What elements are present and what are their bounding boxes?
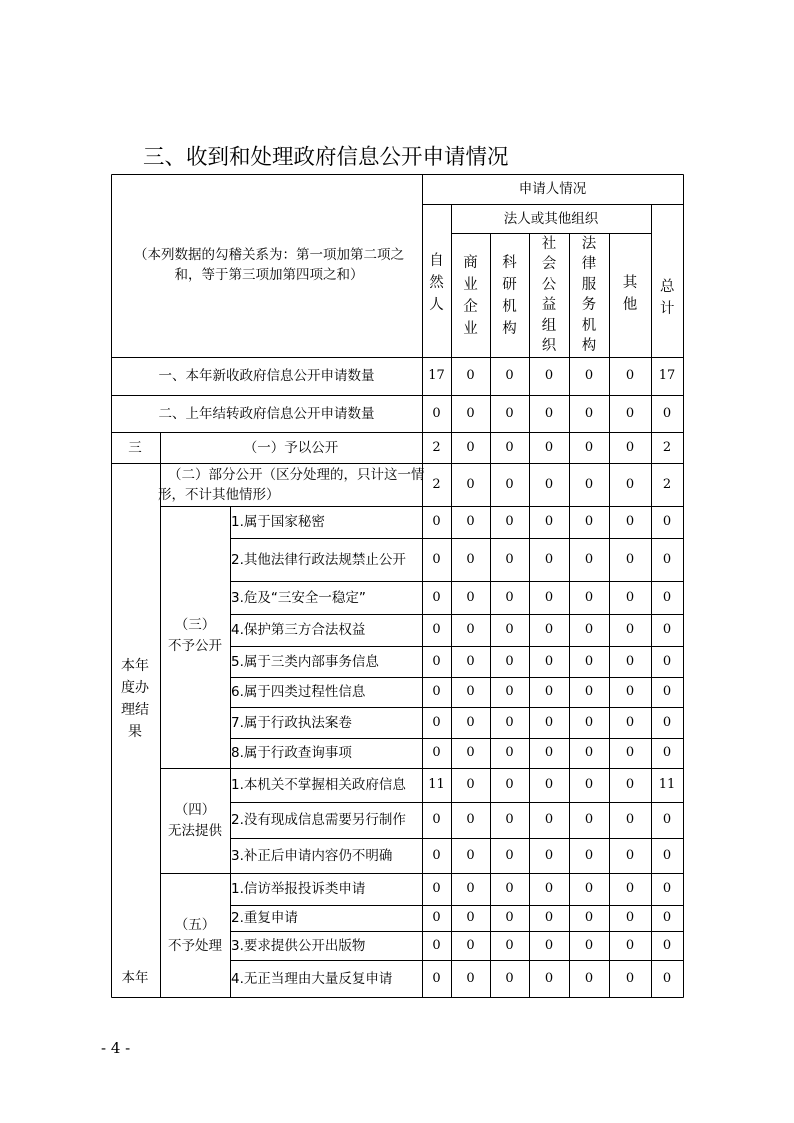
value-cell: 0 xyxy=(544,910,554,925)
value-cell: 0 xyxy=(584,684,594,699)
value-cell: 0 xyxy=(432,514,441,529)
value-cell: 0 xyxy=(584,514,594,529)
value-cell: 0 xyxy=(432,970,441,986)
header-natural-person: 自 然 人 xyxy=(429,253,444,313)
value-cell: 0 xyxy=(662,589,672,605)
value-cell: 0 xyxy=(625,476,635,492)
value-cell: 0 xyxy=(505,439,514,455)
row-label: 2.其他法律行政法规禁止公开 xyxy=(231,551,406,568)
value-cell: 0 xyxy=(625,777,635,792)
header-other: 其 他 xyxy=(622,275,638,313)
value-cell: 0 xyxy=(505,551,514,567)
row-label: 3.要求提供公开出版物 xyxy=(231,937,366,954)
value-cell: 0 xyxy=(625,714,635,730)
value-cell: 0 xyxy=(544,405,554,421)
value-cell: 2 xyxy=(432,439,441,455)
value-cell: 0 xyxy=(625,653,635,669)
value-cell: 0 xyxy=(432,653,441,669)
value-cell: 0 xyxy=(544,622,554,637)
value-cell: 0 xyxy=(432,847,441,863)
value-cell: 0 xyxy=(544,514,554,529)
value-cell: 0 xyxy=(584,970,594,986)
value-cell: 0 xyxy=(584,439,594,455)
value-cell: 0 xyxy=(584,476,594,492)
header-legal-service: 法 律 服 务 机 构 xyxy=(581,235,597,354)
value-cell: 0 xyxy=(505,476,514,492)
value-cell: 0 xyxy=(544,653,554,669)
value-cell: 0 xyxy=(544,812,554,827)
value-cell: 0 xyxy=(625,812,635,827)
value-cell: 0 xyxy=(544,476,554,492)
value-cell: 0 xyxy=(662,847,672,863)
row-label: 一、本年新收政府信息公开申请数量 xyxy=(158,368,375,384)
value-cell: 0 xyxy=(662,714,672,730)
row-label: 3.危及“三安全一稳定” xyxy=(231,589,366,606)
header-note: （本列数据的勾稽关系为：第一项加第二项之和，等于第三项加第四项之和） xyxy=(134,247,404,283)
value-cell: 0 xyxy=(662,653,672,669)
label-not-handle: （五） 不予处理 xyxy=(168,917,222,954)
value-cell: 0 xyxy=(625,910,635,925)
value-cell: 0 xyxy=(625,970,635,986)
value-cell: 0 xyxy=(584,847,594,863)
value-cell: 0 xyxy=(466,745,475,760)
value-cell: 0 xyxy=(625,405,635,421)
value-cell: 0 xyxy=(584,653,594,669)
row-label-line: 形，不计其他情形） xyxy=(158,486,280,503)
value-cell: 0 xyxy=(466,812,475,827)
value-cell: 0 xyxy=(466,847,475,863)
value-cell: 0 xyxy=(584,937,594,953)
value-cell: 0 xyxy=(432,714,441,730)
value-cell: 0 xyxy=(625,881,635,896)
value-cell: 0 xyxy=(505,847,514,863)
label-section-three: 三 xyxy=(128,439,142,456)
value-cell: 0 xyxy=(662,622,672,637)
value-cell: 0 xyxy=(466,937,475,953)
label-annual-result: 本年 度办 理结 果 xyxy=(121,658,149,740)
header-total: 总 计 xyxy=(660,279,675,317)
value-cell: 0 xyxy=(544,714,554,730)
row-label: 1.信访举报投诉类申请 xyxy=(231,881,366,897)
value-cell: 0 xyxy=(466,589,475,605)
header-applicant: 申请人情况 xyxy=(518,181,587,197)
value-cell: 0 xyxy=(432,405,441,421)
row-label: 2.没有现成信息需要另行制作 xyxy=(231,812,406,828)
row-label: 4.保护第三方合法权益 xyxy=(231,622,366,638)
value-cell: 0 xyxy=(544,551,554,567)
value-cell: 2 xyxy=(662,476,672,492)
row-label-line: （二）部分公开（区分处理的，只计这一情 xyxy=(168,466,425,483)
value-cell: 0 xyxy=(466,777,475,792)
value-cell: 0 xyxy=(544,881,554,896)
value-cell: 2 xyxy=(662,439,672,455)
header-commercial: 商 业 企 业 xyxy=(463,255,478,337)
label-annual-result-cont: 本年 xyxy=(121,970,149,986)
value-cell: 11 xyxy=(658,777,676,792)
value-cell: 0 xyxy=(662,970,672,986)
value-cell: 0 xyxy=(466,476,475,492)
value-cell: 0 xyxy=(584,745,594,760)
value-cell: 0 xyxy=(432,881,441,896)
row-label: 3.补正后申请内容仍不明确 xyxy=(231,847,393,864)
value-cell: 0 xyxy=(505,622,514,637)
value-cell: 0 xyxy=(584,622,594,637)
value-cell: 0 xyxy=(544,439,554,455)
value-cell: 0 xyxy=(625,847,635,863)
value-cell: 17 xyxy=(428,368,445,383)
header-research: 科 研 机 构 xyxy=(502,255,517,337)
value-cell: 0 xyxy=(466,368,475,383)
value-cell: 0 xyxy=(625,589,635,605)
value-cell: 0 xyxy=(625,514,635,529)
value-cell: 0 xyxy=(625,551,635,567)
value-cell: 0 xyxy=(584,551,594,567)
value-cell: 0 xyxy=(505,589,514,605)
row-label: 4.无正当理由大量反复申请 xyxy=(231,970,393,987)
row-label: 7.属于行政执法案卷 xyxy=(231,714,352,731)
label-not-disclose: （三） 不予公开 xyxy=(168,617,222,654)
value-cell: 0 xyxy=(466,551,475,567)
value-cell: 0 xyxy=(662,745,672,760)
value-cell: 0 xyxy=(505,714,514,730)
value-cell: 0 xyxy=(505,745,514,760)
value-cell: 0 xyxy=(584,405,594,421)
value-cell: 0 xyxy=(544,937,554,953)
value-cell: 0 xyxy=(544,589,554,605)
value-cell: 0 xyxy=(505,405,514,421)
value-cell: 0 xyxy=(662,514,672,529)
value-cell: 0 xyxy=(625,368,635,383)
value-cell: 0 xyxy=(544,847,554,863)
row-label: 1.本机关不掌握相关政府信息 xyxy=(231,777,406,793)
value-cell: 0 xyxy=(662,684,672,699)
value-cell: 0 xyxy=(584,777,594,792)
value-cell: 0 xyxy=(466,881,475,896)
value-cell: 0 xyxy=(662,937,672,953)
value-cell: 0 xyxy=(466,684,475,699)
value-cell: 0 xyxy=(584,368,594,383)
value-cell: 0 xyxy=(432,812,441,827)
row-label: （一）予以公开 xyxy=(243,439,339,456)
value-cell: 0 xyxy=(466,439,475,455)
value-cell: 0 xyxy=(505,970,514,986)
value-cell: 0 xyxy=(662,881,672,896)
value-cell: 0 xyxy=(662,551,672,567)
value-cell: 0 xyxy=(505,653,514,669)
value-cell: 0 xyxy=(466,653,475,669)
value-cell: 0 xyxy=(505,937,514,953)
row-label xyxy=(158,463,425,506)
value-cell: 0 xyxy=(466,514,475,529)
row-label: 5.属于三类内部事务信息 xyxy=(231,653,379,670)
value-cell: 0 xyxy=(466,970,475,986)
value-cell: 0 xyxy=(625,439,635,455)
value-cell: 0 xyxy=(544,970,554,986)
value-cell: 0 xyxy=(662,405,672,421)
value-cell: 0 xyxy=(584,881,594,896)
value-cell: 0 xyxy=(625,684,635,699)
value-cell: 0 xyxy=(432,937,441,953)
value-cell: 0 xyxy=(662,812,672,827)
value-cell: 0 xyxy=(662,910,672,925)
value-cell: 0 xyxy=(432,589,441,605)
row-label: 8.属于行政查询事项 xyxy=(231,745,352,761)
value-cell: 17 xyxy=(658,368,676,383)
value-cell: 0 xyxy=(584,910,594,925)
value-cell: 0 xyxy=(584,812,594,827)
value-cell: 2 xyxy=(432,476,441,492)
value-cell: 0 xyxy=(584,714,594,730)
value-cell: 0 xyxy=(505,368,514,383)
value-cell: 0 xyxy=(544,368,554,383)
section-title: 三、收到和处理政府信息公开申请情况 xyxy=(143,145,509,170)
value-cell: 11 xyxy=(428,777,445,792)
value-cell: 0 xyxy=(625,622,635,637)
value-cell: 0 xyxy=(505,812,514,827)
value-cell: 0 xyxy=(544,745,554,760)
value-cell: 0 xyxy=(544,777,554,792)
value-cell: 0 xyxy=(505,777,514,792)
value-cell: 0 xyxy=(432,745,441,760)
value-cell: 0 xyxy=(505,910,514,925)
label-cannot-provide: （四） 无法提供 xyxy=(168,802,222,839)
value-cell: 0 xyxy=(432,684,441,699)
value-cell: 0 xyxy=(432,622,441,637)
value-cell: 0 xyxy=(432,910,441,925)
value-cell: 0 xyxy=(544,684,554,699)
value-cell: 0 xyxy=(466,622,475,637)
header-social: 社 会 公 益 组 织 xyxy=(541,235,557,354)
value-cell: 0 xyxy=(625,937,635,953)
row-label: 2.重复申请 xyxy=(231,910,298,926)
value-cell: 0 xyxy=(625,745,635,760)
value-cell: 0 xyxy=(466,714,475,730)
page-number: - 4 - xyxy=(101,1039,131,1057)
header-legal-org: 法人或其他组织 xyxy=(503,210,599,227)
value-cell: 0 xyxy=(505,684,514,699)
row-label: 1.属于国家秘密 xyxy=(231,514,325,530)
value-cell: 0 xyxy=(505,881,514,896)
value-cell: 0 xyxy=(432,551,441,567)
value-cell: 0 xyxy=(505,514,514,529)
value-cell: 0 xyxy=(466,910,475,925)
value-cell: 0 xyxy=(466,405,475,421)
row-label: 二、上年结转政府信息公开申请数量 xyxy=(158,405,375,422)
value-cell: 0 xyxy=(584,589,594,605)
row-label: 6.属于四类过程性信息 xyxy=(231,684,366,700)
